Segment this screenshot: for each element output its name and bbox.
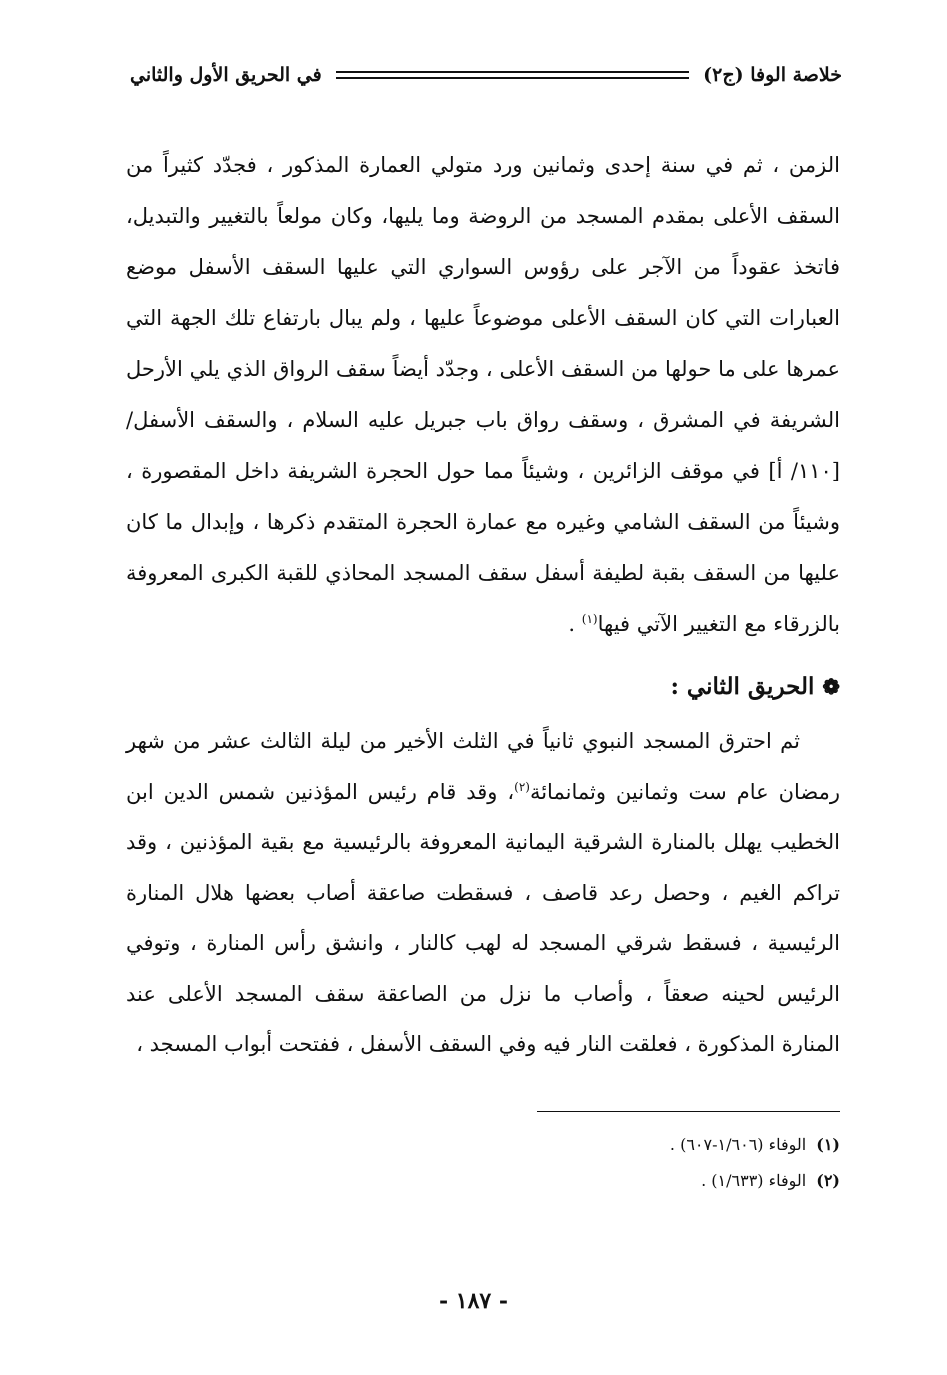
book-title: خلاصة الوفا (ج٢) [703,64,842,86]
flower-bullet-icon: ❁ [822,674,840,699]
heading-text: الحريق الثاني : [670,673,815,700]
paragraph-2-part-a: ثم احترق المسجد النبوي ثانياً في الثلث الأخير من ليلة الثالث عشر من شهر رمضان عام ست وثمانين وثمانمائة [126,729,840,804]
footnotes [340,1127,840,1199]
section-heading [126,662,840,712]
paragraph-2 [126,716,840,1070]
footnote-number: (١) [816,1135,840,1154]
running-header [130,58,842,92]
footnote-2 [340,1163,840,1199]
section-title: في الحريق الأول والثاني [130,64,322,86]
footnote-text: الوفاء (١/٦٠٦-٦٠٧) . [669,1135,807,1154]
footnote-text: الوفاء (١/٦٣٣) . [701,1171,807,1190]
page-number: - ١٨٧ - [438,1288,509,1314]
footnote-number: (٢) [816,1171,840,1190]
footnote-ref-1: (١) [581,612,598,626]
paragraph-1 [126,140,840,650]
header-double-rule [336,71,689,79]
footnote-separator [537,1111,840,1112]
second-text-block [126,716,840,1070]
paragraph-1-end: . [568,612,582,636]
paragraph-2-part-b: ، وقد قام رئيس المؤذنين شمس الدين ابن الخطيب يهلل بالمنارة الشرقية اليمانية المعروفة بالرئيسية مع بقية المؤذنين ، وقد تراكم الغيم ، وحصل رعد قاصف ، فسقطت صاعقة أصاب بعضها هلال المنارة الرئيسية ، فسقط شرقي المسجد له لهب كالنار ، وانشق رأس المنارة ، وتوفي الرئيس لحينه صعقاً ، وأصاب ما نزل من الصاعقة سقف المسجد الأعلى عند المنارة المذكورة ، فعلقت النار فيه وفي السقف الأسفل ، ففتحت أبواب المسجد ، [126,779,840,1056]
footnote-1 [340,1127,840,1163]
paragraph-1-text: الزمن ، ثم في سنة إحدى وثمانين ورد متولي العمارة المذكور ، فجدّد كثيراً من السقف الأعلى بمقدم المسجد من الروضة وما يليها، وكان مولعاً بالتغيير والتبديل، فاتخذ عقوداً من الآجر على رؤوس السواري التي عليها السقف الأسفل موضع العبارات التي كان السقف الأعلى موضوعاً عليها ، ولم يبال بارتفاع تلك الجهة التي عمرها على ما حولها من السقف الأعلى ، وجدّد أيضاً سقف الرواق الذي يلي الأرحل الشريفة في المشرق ، وسقف رواق باب جبريل عليه السلام ، والسقف الأسفل/ [١١٠/ أ] في موقف الزائرين ، وشيئاً مما حول الحجرة الشريفة داخل المقصورة ، وشيئاً من السقف الشامي وغيره مع عمارة الحجرة المتقدم ذكرها ، وإبدال ما كان عليها من السقف بقبة لطيفة أسفل سقف المسجد المحاذي للقبة الكبرى المعروفة بالزرقاء مع التغيير الآتي فيها [126,153,840,636]
main-text-block [126,140,840,650]
footnote-ref-2: (٢) [514,779,530,794]
